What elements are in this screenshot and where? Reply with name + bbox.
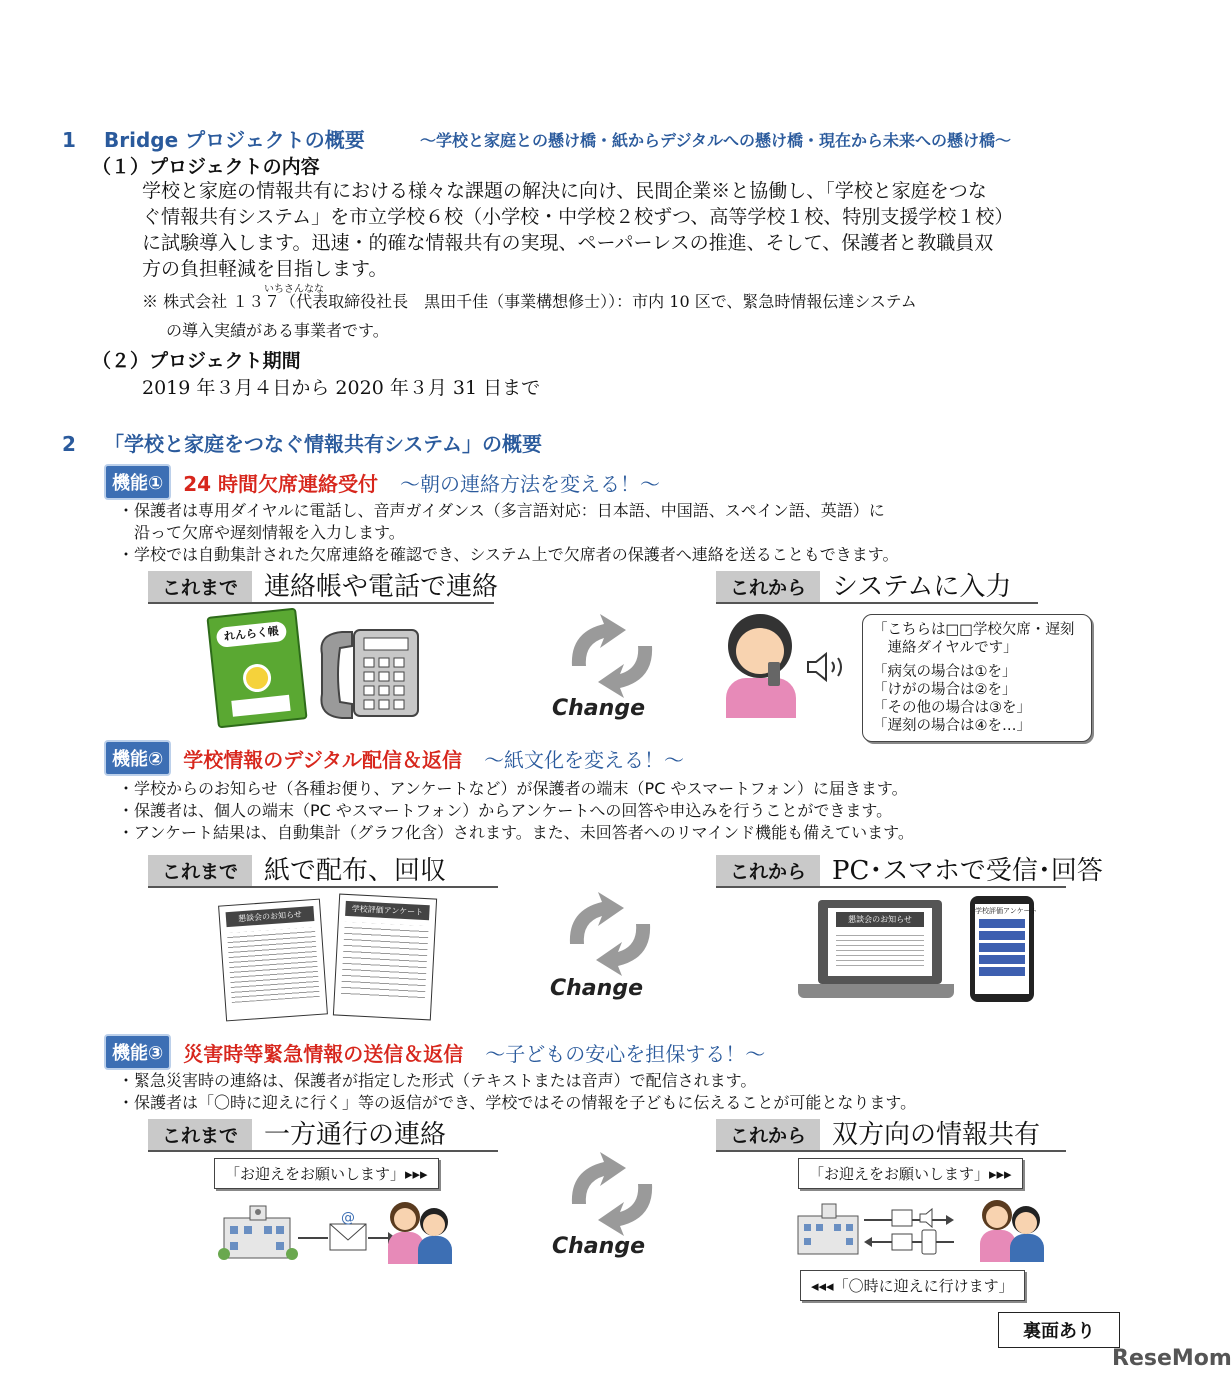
feature-title: 学校情報のデジタル配信＆返信: [183, 747, 463, 772]
description-line: 学校と家庭の情報共有における様々な課題の解決に向け、民間企業※と協働し、「学校と家庭をつな: [142, 180, 987, 202]
change-label: Change: [552, 1234, 645, 1259]
change-label: Change: [552, 696, 645, 721]
footnote-line1: ※ 株式会社 １３７（代表取締役社長 黒田千佳（事業構想修士））：市内 10 区で、緊急時情報伝達システム: [142, 292, 917, 311]
flower-icon: [242, 663, 273, 694]
change-arrows-icon: [560, 1152, 664, 1236]
laptop-base: [798, 984, 954, 998]
before-text: 一方通行の連絡: [264, 1120, 447, 1150]
feature2-header: [104, 740, 684, 776]
woman-phone-illustration: [724, 614, 800, 718]
before-text: 紙で配布、回収: [264, 856, 447, 886]
feature-subtitle: ～朝の連絡方法を変える！～: [400, 471, 661, 496]
bullet-line: ・学校では自動集計された欠席連絡を確認でき、システム上で欠席者の保護者へ連絡を送ることもできます。: [118, 545, 899, 564]
section2-title: 「学校と家庭をつなぐ情報共有システム」の概要: [104, 432, 542, 456]
after-text: 双方向の情報共有: [832, 1120, 1041, 1150]
voice-guidance-bubble: [862, 614, 1092, 742]
pickup-reply-message: ◂◂◂「〇時に迎えに行けます」: [800, 1270, 1025, 1301]
section2-number: 2: [62, 432, 76, 456]
bullet-line: ・保護者は、個人の端末（PC やスマートフォン）からアンケートへの回答や申込みを行うことができます。: [118, 801, 893, 820]
change-label: Change: [550, 976, 643, 1001]
paper-document: [333, 894, 437, 1021]
before-tag: これまで: [148, 571, 252, 602]
pickup-request-message: 「お迎えをお願いします」▸▸▸: [214, 1158, 439, 1189]
ruby-reading: いちさんなな: [264, 284, 324, 295]
telephone-icon: [312, 624, 424, 720]
feature1-after-label: [716, 572, 1038, 604]
bullet-line: ・アンケート結果は、自動集計（グラフ化含）されます。また、未回答者へのリマインド機能も備えています。: [118, 823, 914, 842]
name-box: [231, 695, 290, 717]
parents-illustration: [390, 1202, 454, 1264]
after-tag: これから: [716, 571, 820, 602]
paper-title: 懇談会のお知らせ: [226, 906, 315, 927]
email-icon: [892, 1234, 912, 1250]
tablet-screen-title: 学校評価アンケート: [975, 907, 1038, 915]
feature2-before-label: [148, 856, 498, 888]
tablet-icon: [970, 896, 1038, 1002]
feature-subtitle: ～紙文化を変える！～: [484, 747, 685, 772]
bubble-line: 「けがの場合は②を」: [873, 682, 1017, 698]
project-period: 2019 年３月４日から 2020 年３月 31 日まで: [142, 377, 541, 399]
smartphone-icon: [922, 1230, 936, 1254]
bubble-line: 連絡ダイヤルです」: [873, 640, 1018, 656]
feature-subtitle: ～子どもの安心を担保する！～: [485, 1041, 766, 1066]
footnote-line2: の導入実績がある事業者です。: [166, 321, 389, 340]
feature-badge: 機能①: [104, 464, 171, 500]
parents-illustration: [982, 1200, 1046, 1262]
project-period-heading: （２）プロジェクト期間: [92, 350, 301, 372]
notebook-label: れんらく帳: [216, 621, 288, 648]
project-description: [142, 178, 1013, 282]
after-text: システムに入力: [832, 572, 1012, 602]
description-line: ぐ情報共有システム」を市立学校６校（小学校・中学校２校ずつ、高等学校１校、特別支援学校１校）: [142, 206, 1014, 228]
feature3-after-label: [716, 1120, 1066, 1152]
feature1-before-label: [148, 572, 499, 604]
notebook-illustration: [212, 612, 302, 724]
two-way-flow-illustration: [796, 1200, 972, 1262]
section1-title: Bridge プロジェクトの概要: [104, 128, 365, 152]
bubble-line: 「その他の場合は③を」: [873, 700, 1031, 716]
email-icon: [892, 1210, 912, 1226]
after-text: PC･スマホで受信･回答: [832, 856, 1103, 886]
bullet-line: 沿って欠席や遅刻情報を入力します。: [118, 523, 405, 542]
feature1-header: [104, 464, 660, 500]
section2-heading: [62, 428, 542, 457]
speaker-icon: [806, 652, 852, 682]
bubble-line: 「病気の場合は①を」: [873, 664, 1017, 680]
description-line: に試験導入します。迅速・的確な情報共有の実現、ペーパーレスの推進、そして、保護者と教職員双: [142, 232, 994, 254]
section1-heading: [62, 124, 365, 153]
feature2-bullets: [118, 778, 914, 844]
laptop-screen-title: 懇談会のお知らせ: [836, 912, 924, 927]
feature-title: 災害時等緊急情報の送信＆返信: [183, 1041, 464, 1066]
svg-text:@: @: [341, 1210, 355, 1226]
change-arrows-icon: [558, 892, 662, 976]
change-arrows-icon: [560, 614, 664, 698]
feature3-before-label: [148, 1120, 498, 1152]
laptop-icon: [818, 900, 942, 984]
school-icon: [218, 1206, 298, 1260]
project-content-heading: （１）プロジェクトの内容: [92, 156, 320, 178]
email-icon: [330, 1210, 366, 1250]
description-line: 方の負担軽減を目指します。: [142, 258, 388, 280]
pickup-request-message: 「お迎えをお願いします」▸▸▸: [798, 1158, 1023, 1189]
feature-badge: 機能③: [104, 1034, 171, 1070]
before-tag: これまで: [148, 1119, 252, 1150]
school-icon: [798, 1204, 858, 1254]
smartphone-icon: [768, 662, 780, 686]
bullet-line: ・学校からのお知らせ（各種お便り、アンケートなど）が保護者の端末（PC やスマートフォン）に届きます。: [118, 779, 908, 798]
section1-subtitle: ～学校と家庭との懸け橋・紙からデジタルへの懸け橋・現在から未来への懸け橋～: [420, 131, 1012, 150]
after-tag: これから: [716, 855, 820, 886]
bullet-line: ・保護者は「〇時に迎えに行く」等の返信ができ、学校ではその情報を子どもに伝えることが可能となります。: [118, 1093, 917, 1112]
section1-number: 1: [62, 128, 76, 152]
bullet-line: ・緊急災害時の連絡は、保護者が指定した形式（テキストまたは音声）で配信されます。: [118, 1071, 757, 1090]
paper-document: [218, 899, 328, 1022]
feature-title: 24 時間欠席連絡受付: [183, 471, 379, 496]
resemom-logo: ReseMom: [1112, 1346, 1232, 1371]
feature3-header: [104, 1034, 765, 1070]
feature-badge: 機能②: [104, 740, 171, 776]
feature2-after-label: [716, 856, 1103, 888]
bubble-line: 「こちらは□□学校欠席・遅刻: [873, 622, 1075, 638]
bubble-line: 「遅刻の場合は④を…」: [873, 718, 1031, 734]
back-page-note: 裏面あり: [998, 1312, 1120, 1348]
before-tag: これまで: [148, 855, 252, 886]
before-text: 連絡帳や電話で連絡: [264, 572, 499, 602]
feature1-bullets: [118, 500, 898, 566]
bullet-line: ・保護者は専用ダイヤルに電話し、音声ガイダンス（多言語対応：日本語、中国語、スペイン語、英語）に: [118, 501, 885, 520]
paper-title: 学校評価アンケート: [345, 901, 430, 920]
speaker-icon: [920, 1209, 932, 1227]
after-tag: これから: [716, 1119, 820, 1150]
feature3-bullets: [118, 1070, 916, 1114]
